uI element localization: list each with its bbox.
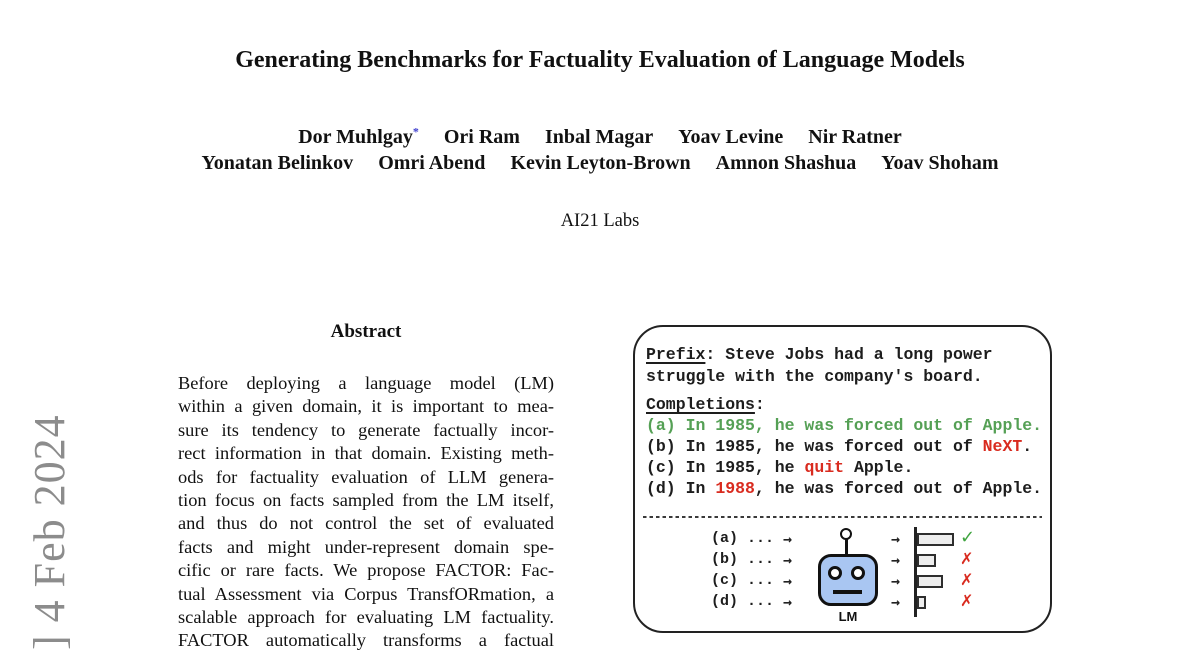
right-arrow-icon: → bbox=[891, 572, 901, 590]
probability-bar-b bbox=[917, 554, 936, 567]
dashed-divider bbox=[643, 516, 1042, 518]
lm-robot-icon bbox=[818, 528, 880, 622]
diagram-row-label-a: (a) ... bbox=[711, 530, 775, 547]
abstract-line: ods for factuality evaluation of LLM genera- bbox=[178, 466, 554, 487]
error-token: 1988 bbox=[715, 479, 755, 498]
abstract-line: Before deploying a language model (LM) bbox=[178, 373, 554, 393]
right-arrow-icon: → bbox=[783, 593, 793, 611]
completion-d: (d) In 1988, he was forced out of Apple. bbox=[646, 479, 1043, 498]
robot-antenna-stem bbox=[845, 539, 848, 555]
robot-head bbox=[818, 554, 878, 606]
right-arrow-icon: → bbox=[783, 530, 793, 548]
author-name: Nir Ratner bbox=[808, 125, 902, 148]
probability-bar-d bbox=[917, 596, 926, 609]
lm-label: LM bbox=[838, 609, 858, 624]
right-arrow-icon: → bbox=[783, 551, 793, 569]
diagram-row-label-d: (d) ... bbox=[711, 593, 775, 610]
robot-eye-left bbox=[828, 566, 842, 580]
prefix-label: Prefix bbox=[646, 345, 706, 364]
abstract-heading: Abstract bbox=[330, 321, 402, 342]
completion-b: (b) In 1985, he was forced out of NeXT. bbox=[646, 437, 1033, 456]
author-name: Yoav Shoham bbox=[881, 152, 999, 174]
abstract-line: FACTOR automatically transforms a factual bbox=[178, 630, 554, 651]
abstract-line: tual Assessment via Corpus TransfORmation, a bbox=[178, 583, 554, 604]
author-name: Yonatan Belinkov bbox=[201, 152, 354, 174]
cross-icon: ✗ bbox=[960, 570, 974, 589]
diagram-row-label-b: (b) ... bbox=[711, 551, 775, 568]
right-arrow-icon: → bbox=[891, 593, 901, 611]
check-icon: ✓ bbox=[960, 527, 976, 548]
right-arrow-icon: → bbox=[783, 572, 793, 590]
author-name: Kevin Leyton-Brown bbox=[510, 152, 691, 174]
completions-label: Completions bbox=[646, 395, 755, 414]
authors-line-2 bbox=[0, 152, 1200, 175]
cross-icon: ✗ bbox=[960, 591, 974, 610]
probability-bar-c bbox=[917, 575, 943, 588]
probability-bar-a bbox=[917, 533, 954, 546]
author-name: Yoav Levine bbox=[678, 125, 784, 148]
footnote-asterisk: * bbox=[412, 124, 419, 138]
error-token: quit bbox=[804, 458, 845, 477]
right-arrow-icon: → bbox=[891, 551, 901, 569]
author-name: Omri Abend bbox=[378, 152, 486, 174]
prefix-line-2: struggle with the company's board. bbox=[646, 367, 983, 386]
affiliation: AI21 Labs bbox=[560, 211, 640, 231]
arxiv-date-stamp: ] 4 Feb 2024 bbox=[25, 414, 74, 650]
authors-line-1 bbox=[0, 124, 1200, 149]
author-name: Amnon Shashua bbox=[715, 152, 857, 174]
completion-a: (a) In 1985, he was forced out of Apple. bbox=[646, 416, 1043, 435]
abstract-line: within a given domain, it is important to mea- bbox=[178, 396, 554, 417]
abstract-line: and thus do not control the set of evaluated bbox=[178, 513, 554, 534]
cross-icon: ✗ bbox=[960, 549, 974, 568]
author-name: Ori Ram bbox=[443, 125, 520, 148]
completions-label-line: Completions: bbox=[646, 395, 765, 414]
right-arrow-icon: → bbox=[891, 530, 901, 548]
abstract-line: scalable approach for evaluating LM factuality. bbox=[178, 606, 554, 627]
abstract-line: tion focus on facts sampled from the LM itself, bbox=[178, 489, 554, 510]
completion-c: (c) In 1985, he quit Apple. bbox=[646, 458, 914, 477]
figure-1-box bbox=[633, 325, 1052, 633]
abstract-body bbox=[178, 372, 554, 653]
paper-title: Generating Benchmarks for Factuality Evaluation of Language Models bbox=[235, 47, 965, 73]
prefix-line: Prefix: Steve Jobs had a long power bbox=[646, 345, 993, 364]
robot-eye-right bbox=[851, 566, 865, 580]
author-name: Inbal Magar bbox=[544, 125, 654, 148]
error-token: NeXT bbox=[982, 437, 1023, 456]
abstract-line: sure its tendency to generate factually incor- bbox=[178, 419, 554, 440]
abstract-line: facts and might under-represent domain spe- bbox=[178, 536, 554, 557]
author-name: Dor Muhlgay* bbox=[298, 124, 419, 148]
robot-mouth bbox=[833, 590, 862, 594]
diagram-row-label-c: (c) ... bbox=[711, 572, 775, 589]
abstract-line: cific or rare facts. We propose FACTOR: Fac- bbox=[178, 560, 554, 581]
abstract-line: rect information in that domain. Existing meth- bbox=[178, 443, 554, 464]
